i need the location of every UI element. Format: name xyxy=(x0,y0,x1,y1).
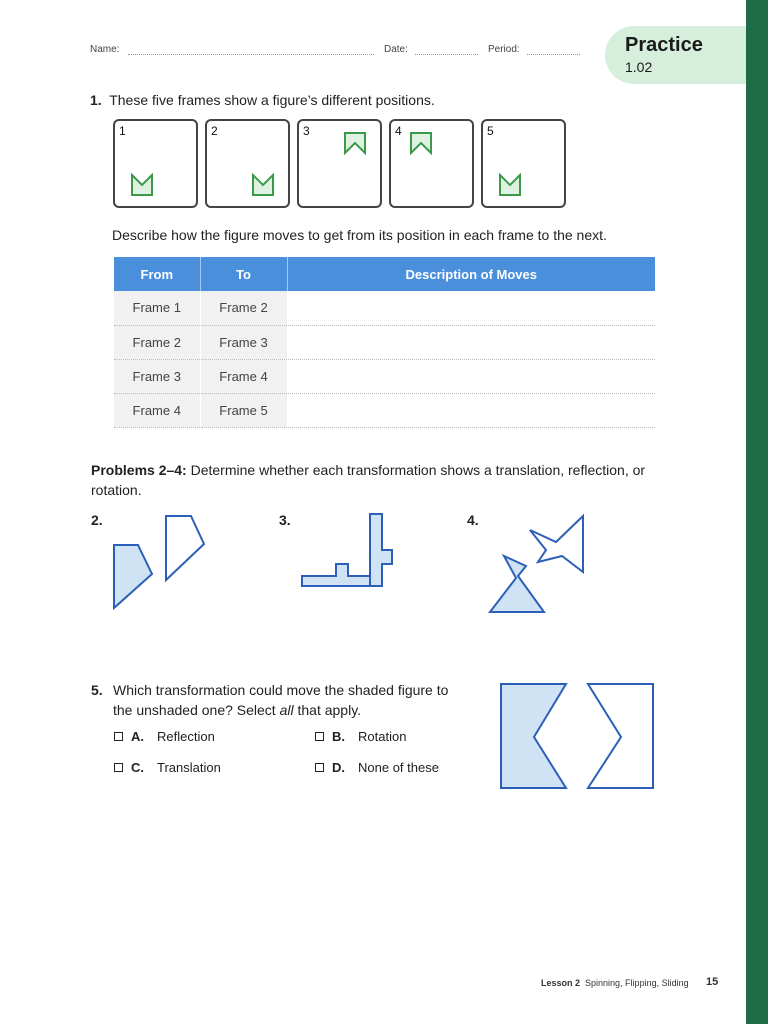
frame-label: 4 xyxy=(395,124,402,138)
problem-2-number: 2. xyxy=(91,512,103,528)
problem-5-line-2-post: that apply. xyxy=(293,702,362,718)
table-cell-to: Frame 3 xyxy=(200,325,287,359)
option-a-letter: A. xyxy=(131,729,144,744)
table-cell-from: Frame 2 xyxy=(114,325,200,359)
checkbox-a[interactable] xyxy=(114,732,123,741)
flag-figure-icon xyxy=(343,131,367,155)
flag-figure-icon xyxy=(498,173,522,197)
table-cell-description[interactable] xyxy=(287,291,655,325)
flag-figure-icon xyxy=(130,173,154,197)
table-header-from: From xyxy=(114,257,200,291)
table-row xyxy=(114,325,655,359)
problem-1-instruction: Describe how the figure moves to get from its position in each frame to the next. xyxy=(112,227,607,243)
side-color-bar xyxy=(746,0,768,1024)
student-info-row xyxy=(90,44,590,58)
option-b-text: Rotation xyxy=(358,729,407,744)
date-field[interactable] xyxy=(415,54,478,55)
date-label: Date: xyxy=(384,44,408,55)
problem-4-figure xyxy=(486,512,590,616)
option-c-text: Translation xyxy=(157,760,221,775)
checkbox-c[interactable] xyxy=(114,763,123,772)
table-cell-from: Frame 1 xyxy=(114,291,200,325)
table-header-description: Description of Moves xyxy=(287,257,655,291)
table-cell-to: Frame 2 xyxy=(200,291,287,325)
problem-3-figure xyxy=(300,512,396,592)
frame-5 xyxy=(481,119,566,208)
problem-1-text: These five frames show a figure’s different positions. xyxy=(109,92,435,108)
problems-2-4-heading: Problems 2–4: xyxy=(91,462,187,478)
problems-2-4-text: Determine whether each transformation shows a translation, reflection, or rotation. xyxy=(91,462,646,498)
flag-figure-icon xyxy=(251,173,275,197)
table-row xyxy=(114,393,655,427)
problem-5-line-2-pre: the unshaded one? Select xyxy=(113,702,280,718)
frame-label: 1 xyxy=(119,124,126,138)
table-cell-from: Frame 4 xyxy=(114,393,200,427)
problem-5-number: 5. xyxy=(91,682,103,698)
practice-number: 1.02 xyxy=(625,59,653,75)
table-row xyxy=(114,291,655,325)
problem-5-line-2-emphasis: all xyxy=(279,702,294,718)
frame-label: 5 xyxy=(487,124,494,138)
period-label: Period: xyxy=(488,44,520,55)
problem-2-figure xyxy=(108,512,208,614)
frame-label: 3 xyxy=(303,124,310,138)
period-field[interactable] xyxy=(527,54,580,55)
name-label: Name: xyxy=(90,44,120,55)
frame-3 xyxy=(297,119,382,208)
problem-5-prompt xyxy=(91,680,471,720)
option-a-text: Reflection xyxy=(157,729,215,744)
checkbox-d[interactable] xyxy=(315,763,324,772)
footer-lesson: Lesson 2 xyxy=(541,978,581,988)
table-cell-to: Frame 5 xyxy=(200,393,287,427)
problem-5-figure xyxy=(498,681,658,793)
frame-2 xyxy=(205,119,290,208)
page-footer xyxy=(541,976,719,988)
problem-4-number: 4. xyxy=(467,512,479,528)
table-cell-from: Frame 3 xyxy=(114,359,200,393)
problem-5-line-1: Which transformation could move the shaded figure to xyxy=(113,682,449,698)
page-number: 15 xyxy=(706,976,719,988)
practice-title: Practice xyxy=(625,34,703,56)
table-row xyxy=(114,359,655,393)
frame-4 xyxy=(389,119,474,208)
table-cell-description[interactable] xyxy=(287,359,655,393)
table-cell-description[interactable] xyxy=(287,393,655,427)
table-cell-to: Frame 4 xyxy=(200,359,287,393)
problems-2-4-intro xyxy=(91,460,661,500)
flag-figure-icon xyxy=(409,131,433,155)
table-header-to: To xyxy=(200,257,287,291)
problem-3-number: 3. xyxy=(279,512,291,528)
problem-1-prompt xyxy=(90,92,435,108)
frames-row xyxy=(113,119,573,209)
footer-title: Spinning, Flipping, Sliding xyxy=(585,978,689,988)
frame-label: 2 xyxy=(211,124,218,138)
option-d-letter: D. xyxy=(332,760,345,775)
practice-tab xyxy=(605,26,746,84)
option-d-text: None of these xyxy=(358,760,439,775)
problem-1-number: 1. xyxy=(90,92,102,108)
frame-1 xyxy=(113,119,198,208)
moves-table xyxy=(114,257,655,428)
option-c-letter: C. xyxy=(131,760,144,775)
option-b-letter: B. xyxy=(332,729,345,744)
table-cell-description[interactable] xyxy=(287,325,655,359)
name-field[interactable] xyxy=(128,54,374,55)
checkbox-b[interactable] xyxy=(315,732,324,741)
